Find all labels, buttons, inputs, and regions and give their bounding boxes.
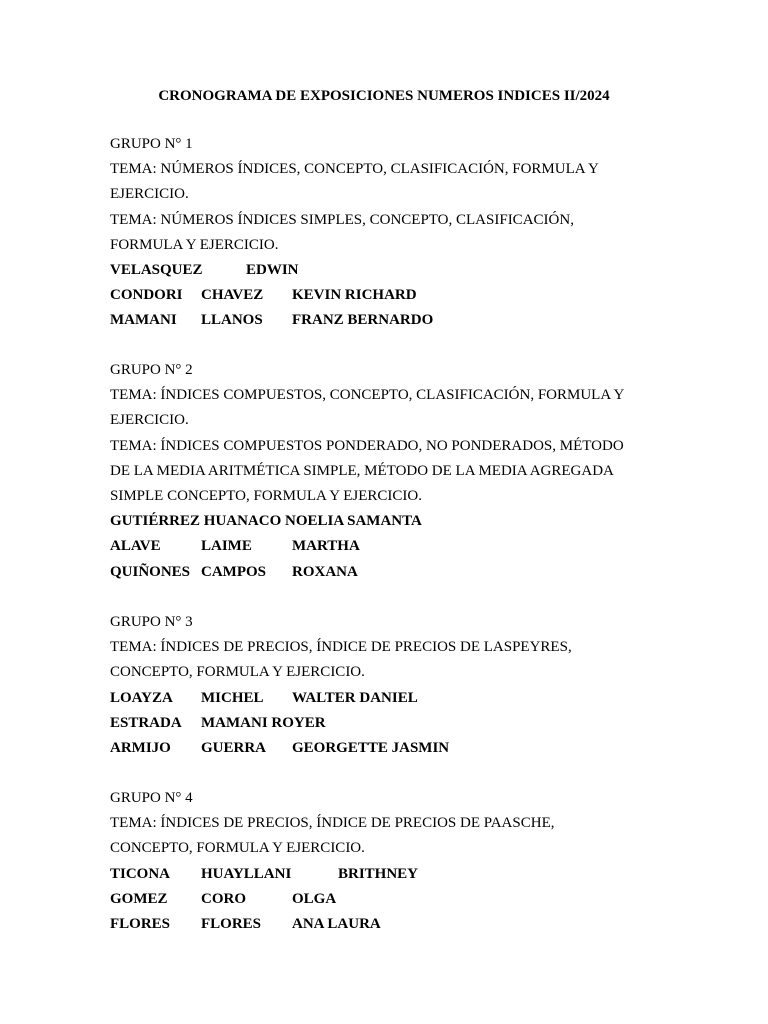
member-given-name: BRITHNEY <box>338 865 419 882</box>
member-row <box>110 308 670 333</box>
member-given-name: KEVIN RICHARD <box>292 287 417 304</box>
group-section <box>110 132 670 334</box>
member-given-name: GEORGETTE JASMIN <box>292 739 450 756</box>
member-surname-1: ARMIJO <box>110 739 171 756</box>
member-surname-1: GOMEZ <box>110 890 168 907</box>
topic-line: TEMA: NÚMEROS ÍNDICES, CONCEPTO, CLASIFICACIÓN, FORMULA Y <box>110 161 599 178</box>
member-given-name: ANA LAURA <box>292 915 381 932</box>
topic-line: EJERCICIO. <box>110 186 189 203</box>
member-row <box>110 736 670 761</box>
member-surname-2: GUERRA <box>201 739 267 756</box>
group-heading: GRUPO N° 2 <box>110 362 193 378</box>
topic-line: TEMA: ÍNDICES COMPUESTOS PONDERADO, NO PONDERADOS, MÉTODO <box>110 437 624 454</box>
group-section <box>110 786 670 937</box>
member-given-name: OLGA <box>292 890 337 907</box>
member-surname-2: LAIME <box>201 538 252 555</box>
member-surname-1: MAMANI <box>110 312 177 329</box>
member-surname-2: MAMANI ROYER <box>201 714 326 731</box>
page-title: CRONOGRAMA DE EXPOSICIONES NUMEROS INDICES II/2024 <box>158 88 610 104</box>
member-full-name: GUTIÉRREZ HUANACO NOELIA SAMANTA <box>110 513 422 530</box>
topic-line: TEMA: ÍNDICES DE PRECIOS, ÍNDICE DE PRECIOS DE LASPEYRES, <box>110 639 572 656</box>
member-given-name: WALTER DANIEL <box>292 689 418 706</box>
topic-line: CONCEPTO, FORMULA Y EJERCICIO. <box>110 840 365 857</box>
member-row <box>110 887 670 912</box>
group-section <box>110 610 670 761</box>
member-surname-1: CONDORI <box>110 287 183 304</box>
member-given-name: EDWIN <box>246 261 299 278</box>
topic-line: DE LA MEDIA ARITMÉTICA SIMPLE, MÉTODO DE LA MEDIA AGREGADA <box>110 462 614 479</box>
member-row <box>110 509 670 534</box>
member-row <box>110 686 670 711</box>
member-row <box>110 560 670 585</box>
member-given-name: MARTHA <box>292 538 360 555</box>
member-row <box>110 534 670 559</box>
group-section <box>110 358 670 585</box>
member-surname-1: FLORES <box>110 915 171 932</box>
topic-line: TEMA: ÍNDICES DE PRECIOS, ÍNDICE DE PRECIOS DE PAASCHE, <box>110 815 555 832</box>
group-heading: GRUPO N° 3 <box>110 614 193 630</box>
member-surname-1: VELASQUEZ <box>110 261 203 278</box>
member-surname-1: TICONA <box>110 865 171 882</box>
topic-line: EJERCICIO. <box>110 412 189 429</box>
member-surname-1: ALAVE <box>110 538 161 555</box>
topic-line: CONCEPTO, FORMULA Y EJERCICIO. <box>110 664 365 681</box>
group-heading: GRUPO N° 4 <box>110 790 193 806</box>
member-row <box>110 862 670 887</box>
topic-line: SIMPLE CONCEPTO, FORMULA Y EJERCICIO. <box>110 487 422 504</box>
member-row <box>110 912 670 937</box>
topic-line: FORMULA Y EJERCICIO. <box>110 236 279 253</box>
member-given-name: FRANZ BERNARDO <box>292 312 434 329</box>
member-surname-1: LOAYZA <box>110 689 173 706</box>
member-surname-1: ESTRADA <box>110 714 182 731</box>
member-surname-2: MICHEL <box>201 689 264 706</box>
member-given-name: ROXANA <box>292 563 358 580</box>
member-surname-1: QUIÑONES <box>110 563 191 580</box>
member-surname-2: CAMPOS <box>201 563 266 580</box>
member-row <box>110 258 670 283</box>
member-surname-2: CORO <box>201 890 246 907</box>
member-row <box>110 711 670 736</box>
member-surname-2: LLANOS <box>201 312 263 329</box>
topic-line: TEMA: NÚMEROS ÍNDICES SIMPLES, CONCEPTO, CLASIFICACIÓN, <box>110 211 574 228</box>
group-heading: GRUPO N° 1 <box>110 136 193 152</box>
topic-line: TEMA: ÍNDICES COMPUESTOS, CONCEPTO, CLASIFICACIÓN, FORMULA Y <box>110 387 625 404</box>
member-surname-2: HUAYLLANI <box>201 865 292 882</box>
member-surname-2: FLORES <box>201 915 262 932</box>
member-surname-2: CHAVEZ <box>201 287 264 304</box>
member-row <box>110 283 670 308</box>
